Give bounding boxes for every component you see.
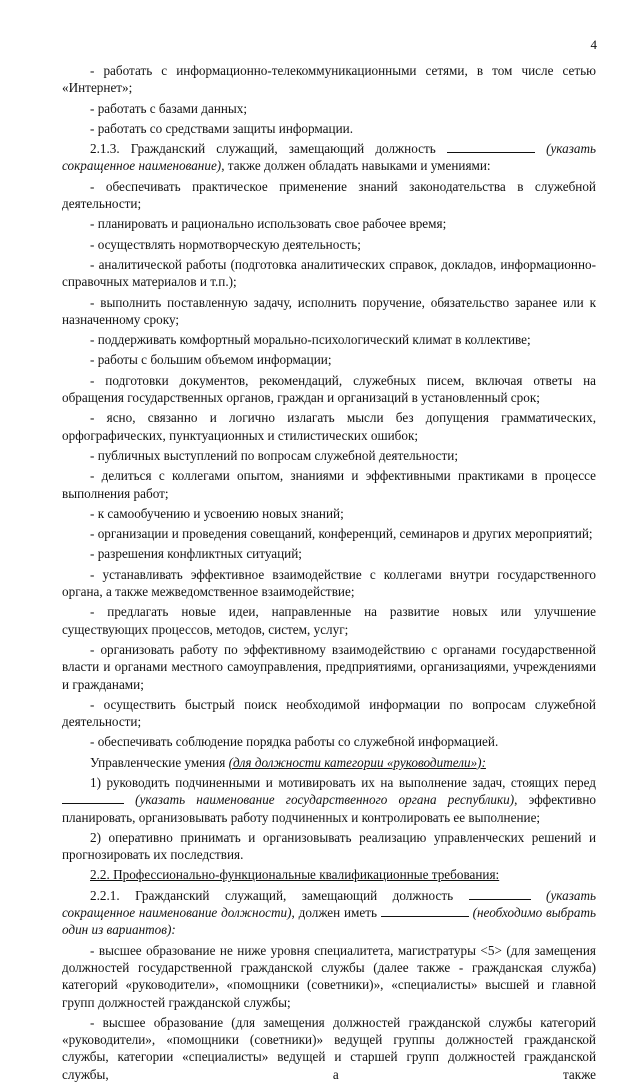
- paragraph: - высшее образование не ниже уровня специалитета, магистратуры <5> (для замещения должностей государственной гражданской службы (далее также - гражданская служба) категорий «руководители», «помощники (советники)», «специалисты» высшей и главной групп должностей гражданской службы;: [62, 942, 596, 1010]
- instruction-text: (для должности категории «руководители»):: [228, 754, 486, 770]
- paragraph: - обеспечивать практическое применение знаний законодательства в служебной деятельности;: [62, 178, 596, 212]
- paragraph-text: 2.1.3. Гражданский служащий, замещающий должность: [90, 141, 436, 157]
- paragraph: [62, 754, 596, 771]
- paragraph: - аналитической работы (подготовка аналитических справок, докладов, информационно-справочных материалов и т.п.);: [62, 256, 596, 290]
- fill-in-blank: [381, 905, 469, 917]
- paragraph: [62, 140, 596, 175]
- paragraph: - работать с базами данных;: [90, 100, 248, 116]
- fill-in-blank: [469, 888, 531, 900]
- paragraph: - организации и проведения совещаний, конференций, семинаров и других мероприятий;: [90, 526, 593, 542]
- page-number: 4: [590, 37, 597, 52]
- instruction-text: (указать наименование государственного органа республики): [135, 792, 515, 808]
- paragraph: [62, 887, 596, 939]
- paragraph-text: , должен иметь: [291, 905, 377, 921]
- paragraph: - делиться с коллегами опытом, знаниями и эффективными практиками в процессе выполнения работ;: [62, 468, 596, 501]
- paragraph-text: 1) руководить подчиненными и мотивировать их на выполнение задач, стоящих перед: [90, 774, 596, 790]
- paragraph: - планировать и рационально использовать свое рабочее время;: [90, 216, 447, 232]
- paragraph: - работать с информационно-телекоммуникационными сетями, в том числе сетью «Интернет»;: [62, 63, 596, 96]
- paragraph: - осуществлять нормотворческую деятельность;: [90, 236, 361, 252]
- paragraph-text: Управленческие умения: [90, 754, 229, 770]
- paragraph: - организовать работу по эффективному взаимодействию с органами государственной власти и органами местного самоуправления, предприятиями, организациями, учреждениями и гражданами;: [62, 641, 596, 692]
- paragraph: - поддерживать комфортный морально-психологический климат в коллективе;: [90, 332, 531, 348]
- paragraph: - ясно, связанно и логично излагать мысли без допущения грамматических, орфографических, пунктуационных и стилистических ошибок;: [62, 410, 596, 443]
- paragraph-text: , эффективно планировать, организовывать работу подчиненных и контролировать ее выполнение;: [62, 792, 596, 825]
- paragraph: - работы с большим объемом информации;: [90, 352, 332, 368]
- instruction-text: (указать сокращенное наименование): [62, 141, 597, 174]
- fill-in-blank: [62, 792, 124, 804]
- paragraph: - выполнить поставленную задачу, исполнить поручение, обязательство заранее или к назначенному сроку;: [62, 294, 596, 327]
- paragraph: 2) оперативно принимать и организовывать реализацию управленческих решений и прогнозировать их последствия.: [62, 829, 596, 863]
- instruction-text: (указать сокращенное наименование должности): [62, 887, 596, 921]
- paragraph: - работать со средствами защиты информации.: [90, 120, 353, 136]
- paragraph-text: 2.2.1. Гражданский служащий, замещающий должность: [90, 887, 454, 903]
- paragraph: - подготовки документов, рекомендаций, служебных писем, включая ответы на обращения государственных органов, граждан и организаций в установленный срок;: [62, 372, 596, 406]
- paragraph: - устанавливать эффективное взаимодействие с коллегами внутри государственного органа, а также межведомственное взаимодействие;: [62, 566, 596, 600]
- paragraph: - высшее образование (для замещения должностей гражданской службы категорий «руководители», «помощники (советники)» ведущей группы должностей гражданской службы, категории «специалисты» ведущей и старшей групп должностей гражданской службы, а также: [62, 1014, 596, 1082]
- paragraph: - разрешения конфликтных ситуаций;: [90, 546, 302, 562]
- fill-in-blank: [447, 141, 535, 153]
- paragraph: - публичных выступлений по вопросам служебной деятельности;: [90, 447, 458, 463]
- paragraph: - предлагать новые идеи, направленные на развитие новых или улучшение существующих процессов, методов, систем, услуг;: [62, 604, 596, 637]
- paragraph: [62, 774, 596, 826]
- paragraph: - к самообучению и усвоению новых знаний;: [90, 505, 344, 521]
- paragraph-text: , также должен обладать навыками и умениями:: [221, 158, 491, 174]
- document-body: [62, 62, 596, 1083]
- instruction-text: (необходимо выбрать один из вариантов):: [62, 905, 597, 938]
- section-heading: 2.2. Профессионально-функциональные квалификационные требования:: [90, 867, 500, 883]
- paragraph: - обеспечивать соблюдение порядка работы со служебной информацией.: [90, 734, 499, 750]
- paragraph: - осуществить быстрый поиск необходимой информации по вопросам служебной деятельности;: [62, 696, 596, 730]
